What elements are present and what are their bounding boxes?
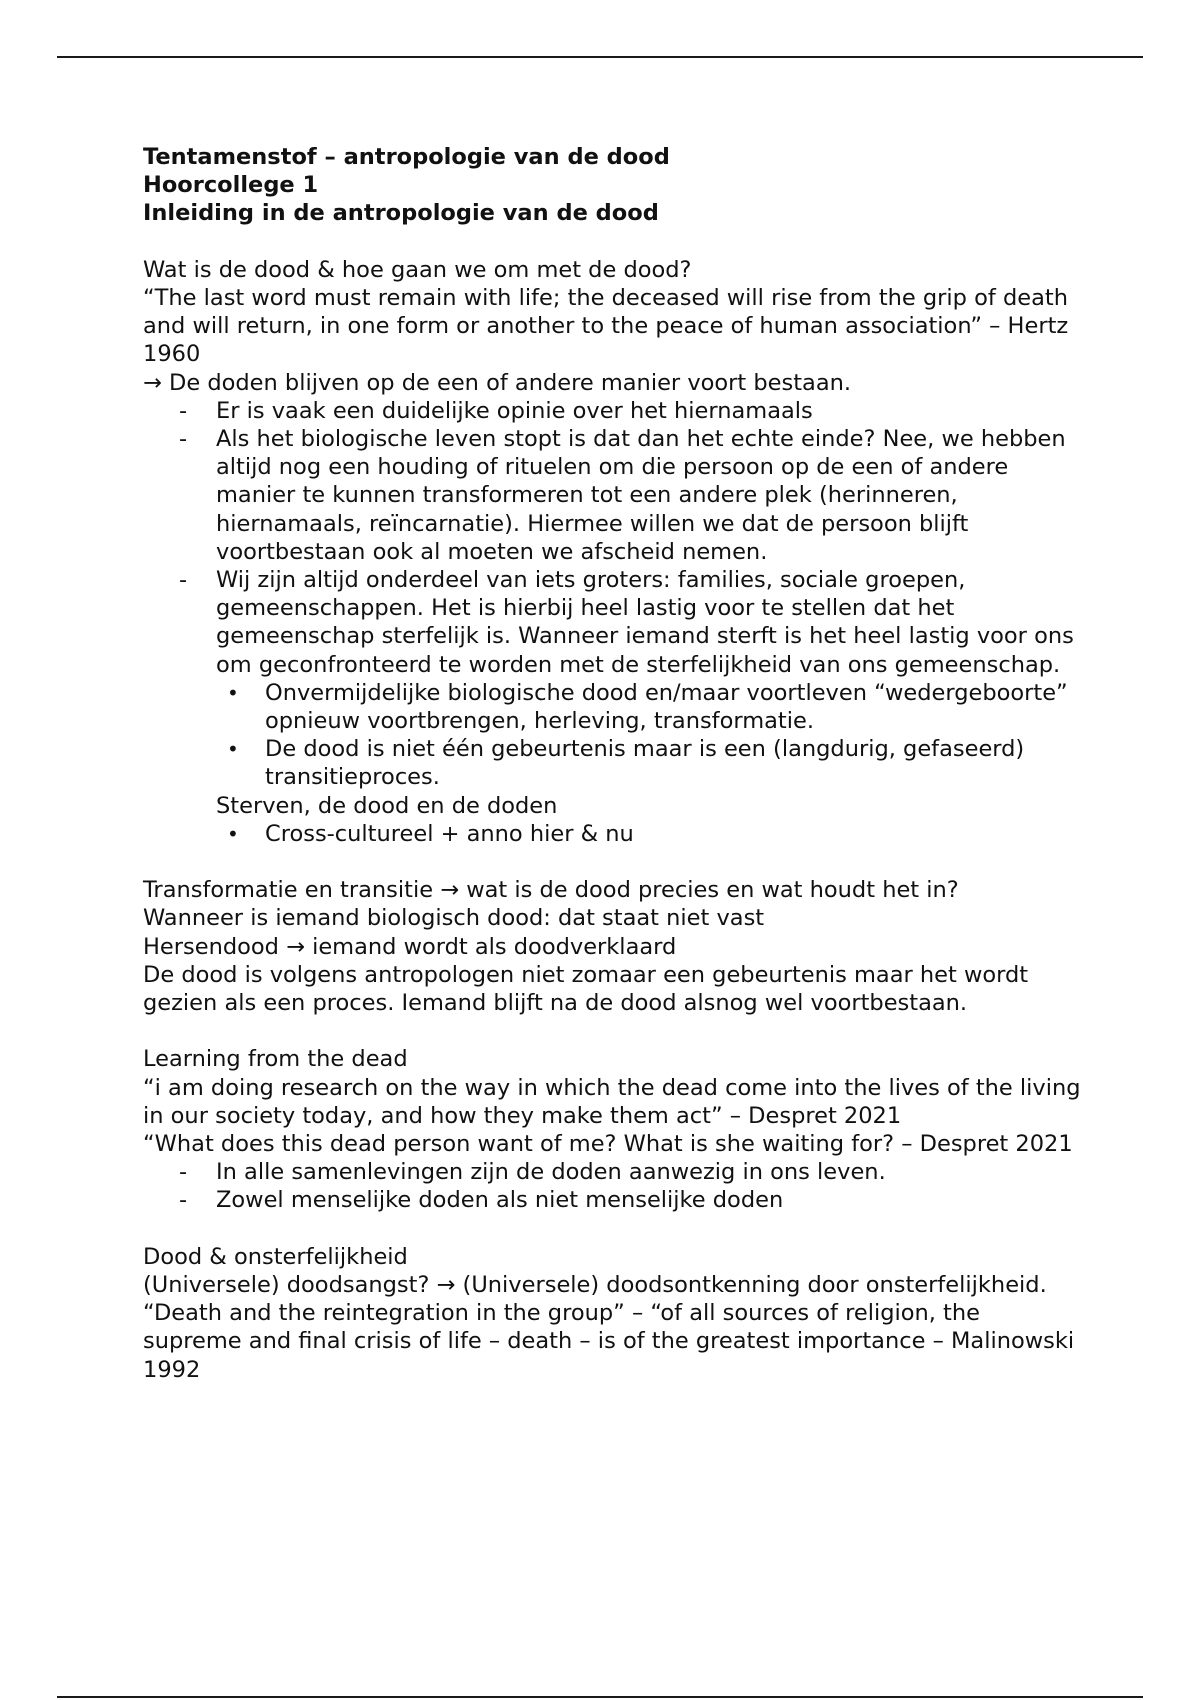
spacer <box>143 1215 1083 1243</box>
section2-line3: Hersendood → iemand wordt als doodverklaard <box>143 933 677 960</box>
bottom-rule <box>57 1696 1143 1698</box>
section2-line1: Transformatie en transitie → wat is de dood precies en wat houdt het in? <box>143 877 959 904</box>
list-item <box>143 735 1083 791</box>
list-item <box>143 679 1083 735</box>
list-item-text: De dood is niet één gebeurtenis maar is een (langdurig, gefaseerd) transitieproces. <box>265 736 1025 791</box>
dash-marker: - <box>179 397 188 424</box>
section2-paragraph: De dood is volgens antropologen niet zomaar een gebeurtenis maar het wordt gezien als een proces. Iemand blijft na de dood alsnog wel voortbestaan. <box>143 961 1029 1017</box>
spacer <box>143 848 1083 876</box>
spacer <box>143 228 1083 256</box>
section1-dash-list <box>143 397 1083 679</box>
list-item <box>143 1186 1083 1214</box>
section1-sub-label: Sterven, de dood en de doden <box>216 792 558 819</box>
list-item <box>143 566 1083 679</box>
document-body <box>143 143 1083 1384</box>
list-item-text: Onvermijdelijke biologische dood en/maar voortleven “wedergeboorte” opnieuw voortbrengen, herleving, transformatie. <box>265 679 1068 735</box>
list-item <box>143 397 1083 425</box>
bullet-marker: • <box>227 821 239 846</box>
section4-title: Dood & onsterfelijkheid <box>143 1243 408 1270</box>
list-item <box>143 820 1083 848</box>
list-item <box>143 425 1083 566</box>
section1-sub-bullet-list <box>143 820 1083 848</box>
section2-line2: Wanneer is iemand biologisch dood: dat staat niet vast <box>143 905 765 932</box>
section1-arrow-line: → De doden blijven op de een of andere manier voort bestaan. <box>143 369 852 396</box>
dash-marker: - <box>179 1187 188 1214</box>
despret-quote-2: “What does this dead person want of me? What is she waiting for? – Despret 2021 <box>143 1131 1073 1158</box>
dash-marker: - <box>179 1159 188 1186</box>
list-item <box>143 1158 1083 1186</box>
top-rule <box>57 56 1143 58</box>
section1-bullet-list <box>143 679 1083 792</box>
list-item-text: Zowel menselijke doden als niet menselijke doden <box>216 1187 784 1214</box>
lecture-subtitle: Inleiding in de antropologie van de dood <box>143 200 659 227</box>
section3-dash-list <box>143 1158 1083 1214</box>
list-item-text: Wij zijn altijd onderdeel van iets groters: families, sociale groepen, gemeenschappen. Het is hierbij heel lastig voor te stellen dat het gemeenschap sterfelijk is. Wanneer iemand sterft is het heel lastig voor ons om geconfronteerd te worden met de sterfelijkheid van ons gemeenschap. <box>216 567 1074 678</box>
dash-marker: - <box>179 426 188 453</box>
spacer <box>143 1017 1083 1045</box>
section3-title: Learning from the dead <box>143 1046 408 1073</box>
list-item-text: Als het biologische leven stopt is dat dan het echte einde? Nee, we hebben altijd nog een houding of rituelen om die persoon op de een of andere manier te kunnen transformeren tot een andere plek (herinneren, hiernamaals, reïncarnatie). Hiermee willen we dat de persoon blijft voortbestaan ook al moeten we afscheid nemen. <box>216 426 1066 565</box>
hertz-quote: “The last word must remain with life; the deceased will rise from the grip of death and will return, in one form or another to the peace of human association” – Hertz 1960 <box>143 285 1069 368</box>
bullet-marker: • <box>227 680 239 705</box>
document-title: Tentamenstof – antropologie van de dood <box>143 144 670 170</box>
section1-intro: Wat is de dood & hoe gaan we om met de dood? <box>143 256 692 283</box>
list-item-text: In alle samenlevingen zijn de doden aanwezig in ons leven. <box>216 1159 886 1186</box>
malinowski-quote: “Death and the reintegration in the group” – “of all sources of religion, the supreme and final crisis of life – death – is of the greatest importance – Malinowski 1992 <box>143 1300 1075 1383</box>
lecture-label: Hoorcollege 1 <box>143 172 319 199</box>
bullet-marker: • <box>227 737 239 762</box>
list-item-text: Er is vaak een duidelijke opinie over het hiernamaals <box>216 397 813 424</box>
list-item-text: Cross-cultureel + anno hier & nu <box>265 820 634 847</box>
section4-line1: (Universele) doodsangst? → (Universele) doodsontkenning door onsterfelijkheid. <box>143 1272 1047 1299</box>
despret-quote-1: “i am doing research on the way in which the dead come into the lives of the living in our society today, and how they make them act” – Despret 2021 <box>143 1074 1081 1129</box>
dash-marker: - <box>179 567 188 594</box>
